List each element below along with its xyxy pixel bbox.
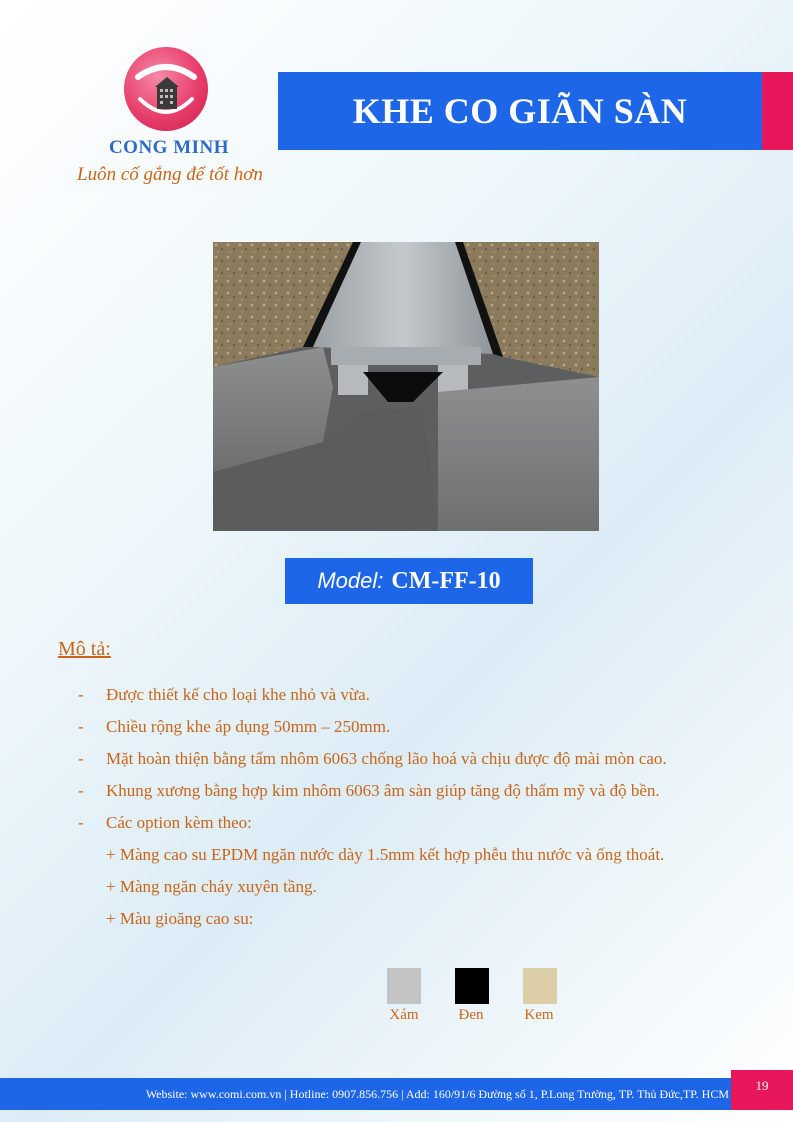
option-item: + Màng cao su EPDM ngăn nước dày 1.5mm kết hợp phễu thu nước và ống thoát.	[106, 845, 665, 864]
description-heading: Mô tả:	[58, 638, 111, 660]
page-number: 19	[731, 1070, 793, 1110]
swatch-gray	[387, 968, 421, 1004]
brand-slogan: Luôn cố gắng để tốt hơn	[77, 164, 263, 185]
model-code: CM-FF-10	[391, 567, 501, 594]
bullet-marker: -	[78, 717, 84, 736]
logo-building-icon	[124, 47, 208, 131]
option-item: + Màu gioăng cao su:	[106, 909, 254, 928]
brand-name: CONG MINH	[108, 137, 230, 158]
title-accent-block	[762, 72, 793, 150]
swatch-label-black: Đen	[458, 1007, 484, 1023]
page-title-bar	[278, 72, 762, 150]
bullet-text: Mặt hoàn thiện bằng tấm nhôm 6063 chống lão hoá và chịu được độ mài mòn cao.	[106, 749, 667, 768]
swatch-black	[455, 968, 489, 1004]
bullet-marker: -	[78, 685, 84, 704]
swatch-label-cream: Kem	[524, 1007, 554, 1023]
bullet-marker: -	[78, 813, 84, 832]
bullet-text: Các option kèm theo:	[106, 813, 252, 832]
bullet-text: Được thiết kế cho loại khe nhỏ và vừa.	[106, 685, 370, 704]
page-title: KHE CO GIÃN SÀN	[352, 91, 688, 131]
bullet-marker: -	[78, 749, 84, 768]
option-item: + Màng ngăn cháy xuyên tầng.	[106, 877, 317, 896]
bullet-text: Chiều rộng khe áp dụng 50mm – 250mm.	[106, 717, 391, 736]
footer-contact: Website: www.comi.com.vn | Hotline: 0907.856.756 | Add: 160/91/6 Đường số 1, P.Long Trường, TP. Thủ Đức,TP. HCM	[145, 1086, 729, 1101]
product-photo	[213, 242, 599, 531]
swatch-cream	[523, 968, 557, 1004]
bullet-text: Khung xương bằng hợp kim nhôm 6063 âm sàn giúp tăng độ thẩm mỹ và độ bền.	[106, 781, 660, 800]
model-label-box	[285, 558, 533, 604]
model-prefix: Model:	[317, 568, 384, 593]
page-footer	[0, 1078, 731, 1110]
bullet-marker: -	[78, 781, 84, 800]
expansion-joint-illustration	[213, 242, 599, 531]
swatch-label-gray: Xám	[389, 1007, 419, 1023]
company-logo	[124, 47, 208, 131]
